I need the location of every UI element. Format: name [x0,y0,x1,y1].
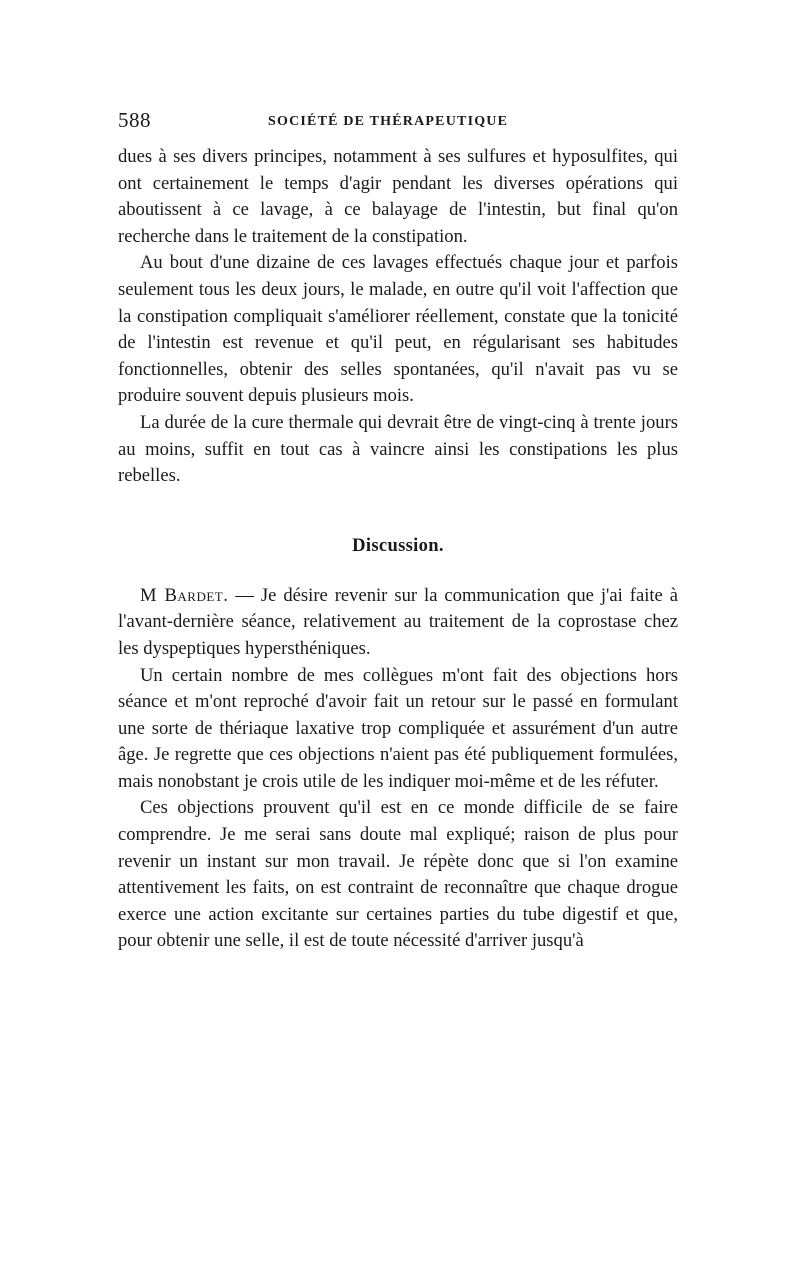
paragraph-lavages: Au bout d'une dizaine de ces lavages effectués chaque jour et parfois seulement tous les deux jours, le malade, en outre qu'il voit l'affection que la constipation compliquait s'améliorer réellement, constate que la tonicité de l'intestin est revenue et qu'il peut, en régularisant ses habitudes fonctionnelles, obtenir des selles spontanées, qu'il n'avait pas vu se produire souvent depuis plusieurs mois. [118,252,678,407]
paragraph-explanation: Ces objections prouvent qu'il est en ce monde difficile de se faire comprendre. Je me serai sans doute mal expliqué; raison de plus pour revenir un instant sur mon travail. Je répète donc que si l'on examine attentivement les faits, on est contraint de reconnaître que chaque drogue exerce une action excitante sur certaines parties du tube digestif et que, pour obtenir une selle, il est de toute nécessité d'arriver jusqu'à [118,797,678,952]
paragraph-bardet-text: — Je désire revenir sur la communication que j'ai faite à l'avant-dernière séance, relativement au traitement de la coprostase chez les dyspeptiques hypersthéniques. [118,584,679,659]
paragraph-continuation: dues à ses divers principes, notamment à ses sulfures et hyposulfites, qui ont certainement le temps d'agir pendant les diverses opérations qui aboutissent à ce lavage, à ce balayage de l'intestin, but final qu'on recherche dans le traitement de la constipation. [118,146,678,247]
paragraph-bardet-intro [118,583,678,663]
section-heading-discussion: Discussion. [352,534,444,556]
paragraph-objections: Un certain nombre de mes collègues m'ont fait des objections hors séance et m'ont reproché d'avoir fait un retour sur le passé en formulant une sorte de thériaque laxative trop compliquée et assurément d'un autre âge. Je regrette que ces objections n'aient pas été publiquement formulées, mais nonobstant je crois utile de les indiquer moi-même et de les réfuter. [118,664,678,792]
book-page [118,108,678,955]
page-number: 588 [118,108,151,132]
running-title: SOCIÉTÉ DE THÉRAPEUTIQUE [268,114,509,129]
speaker-name: M Bardet. [140,584,229,606]
paragraph-cure-duration: La durée de la cure thermale qui devrait être de vingt-cinq à trente jours au moins, suffit en tout cas à vaincre ainsi les constipations les plus rebelles. [118,411,678,487]
running-header [118,108,678,138]
